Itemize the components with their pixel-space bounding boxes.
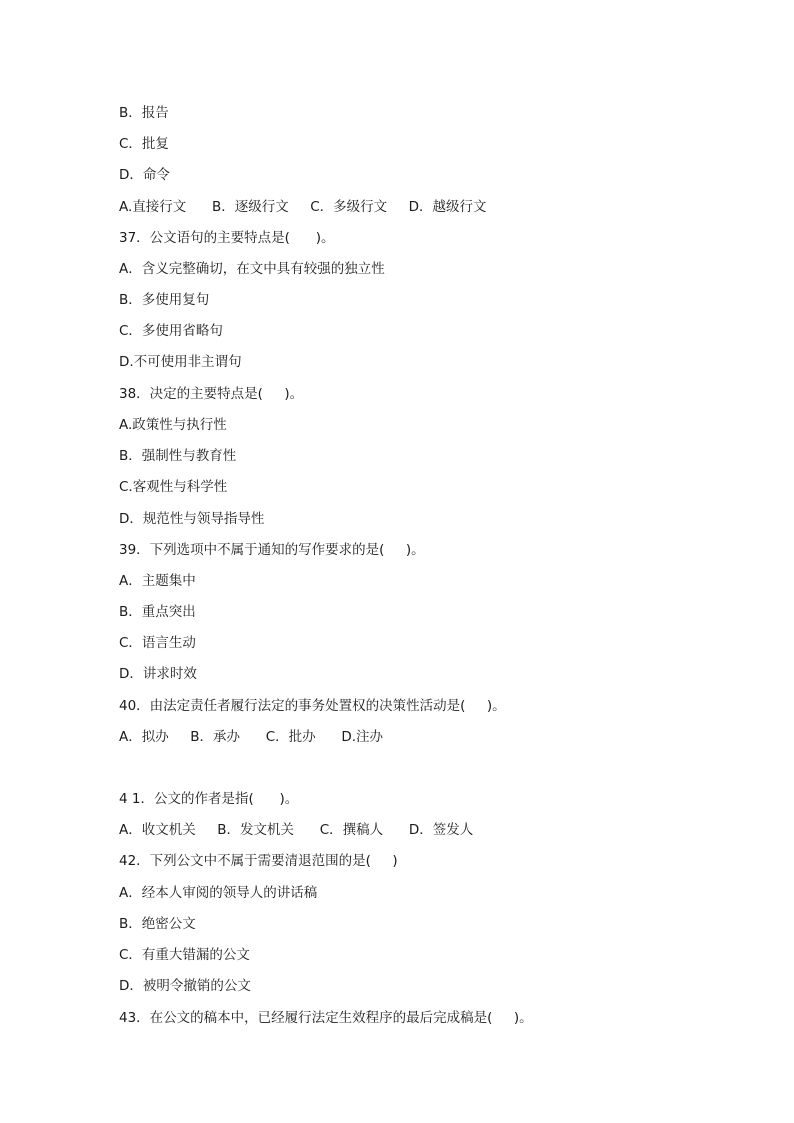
text-line: B．强制性与教育性: [119, 448, 237, 464]
text-line: B．绝密公文: [119, 916, 196, 932]
text-line: B．报告: [119, 105, 169, 121]
text-line: B．多使用复句: [119, 292, 210, 308]
text-line: C.客观性与科学性: [119, 479, 228, 495]
question-38: 38．决定的主要特点是( )。: [119, 386, 304, 402]
text-line: C．有重大错漏的公文: [119, 947, 250, 963]
question-39: 39．下列选项中不属于通知的写作要求的是( )。: [119, 542, 425, 558]
text-line: D．规范性与领导指导性: [119, 511, 265, 527]
question-37: 37．公文语句的主要特点是( )。: [119, 230, 335, 246]
text-line: A．主题集中: [119, 573, 196, 589]
question-41: 4 1．公文的作者是指( )。: [119, 791, 299, 807]
question-43: 43．在公文的稿本中，已经履行法定生效程序的最后完成稿是( )。: [119, 1010, 533, 1026]
question-42: 42．下列公文中不属于需要清退范围的是( ): [119, 853, 398, 869]
text-line: A．收文机关 B．发文机关 C．撰稿人 D．签发人: [119, 822, 474, 838]
text-line: C．批复: [119, 136, 169, 152]
text-line: C．多使用省略句: [119, 323, 223, 339]
text-line: A．拟办 B．承办 C．批办 D.注办: [119, 729, 384, 745]
text-line: A．经本人审阅的领导人的讲话稿: [119, 885, 318, 901]
text-line: D．被明令撤销的公文: [119, 978, 251, 994]
question-40: 40．由法定责任者履行法定的事务处置权的决策性活动是( )。: [119, 698, 506, 714]
text-line: B．重点突出: [119, 604, 196, 620]
text-line: A.政策性与执行性: [119, 417, 227, 433]
text-line: D．讲求时效: [119, 666, 197, 682]
text-line: D.不可使用非主谓句: [119, 354, 242, 370]
text-line: A．含义完整确切，在文中具有较强的独立性: [119, 261, 385, 277]
text-line: A.直接行文 B．逐级行文 C．多级行文 D．越级行文: [119, 199, 487, 215]
text-line: D．命令: [119, 167, 170, 183]
text-line: C．语言生动: [119, 635, 196, 651]
